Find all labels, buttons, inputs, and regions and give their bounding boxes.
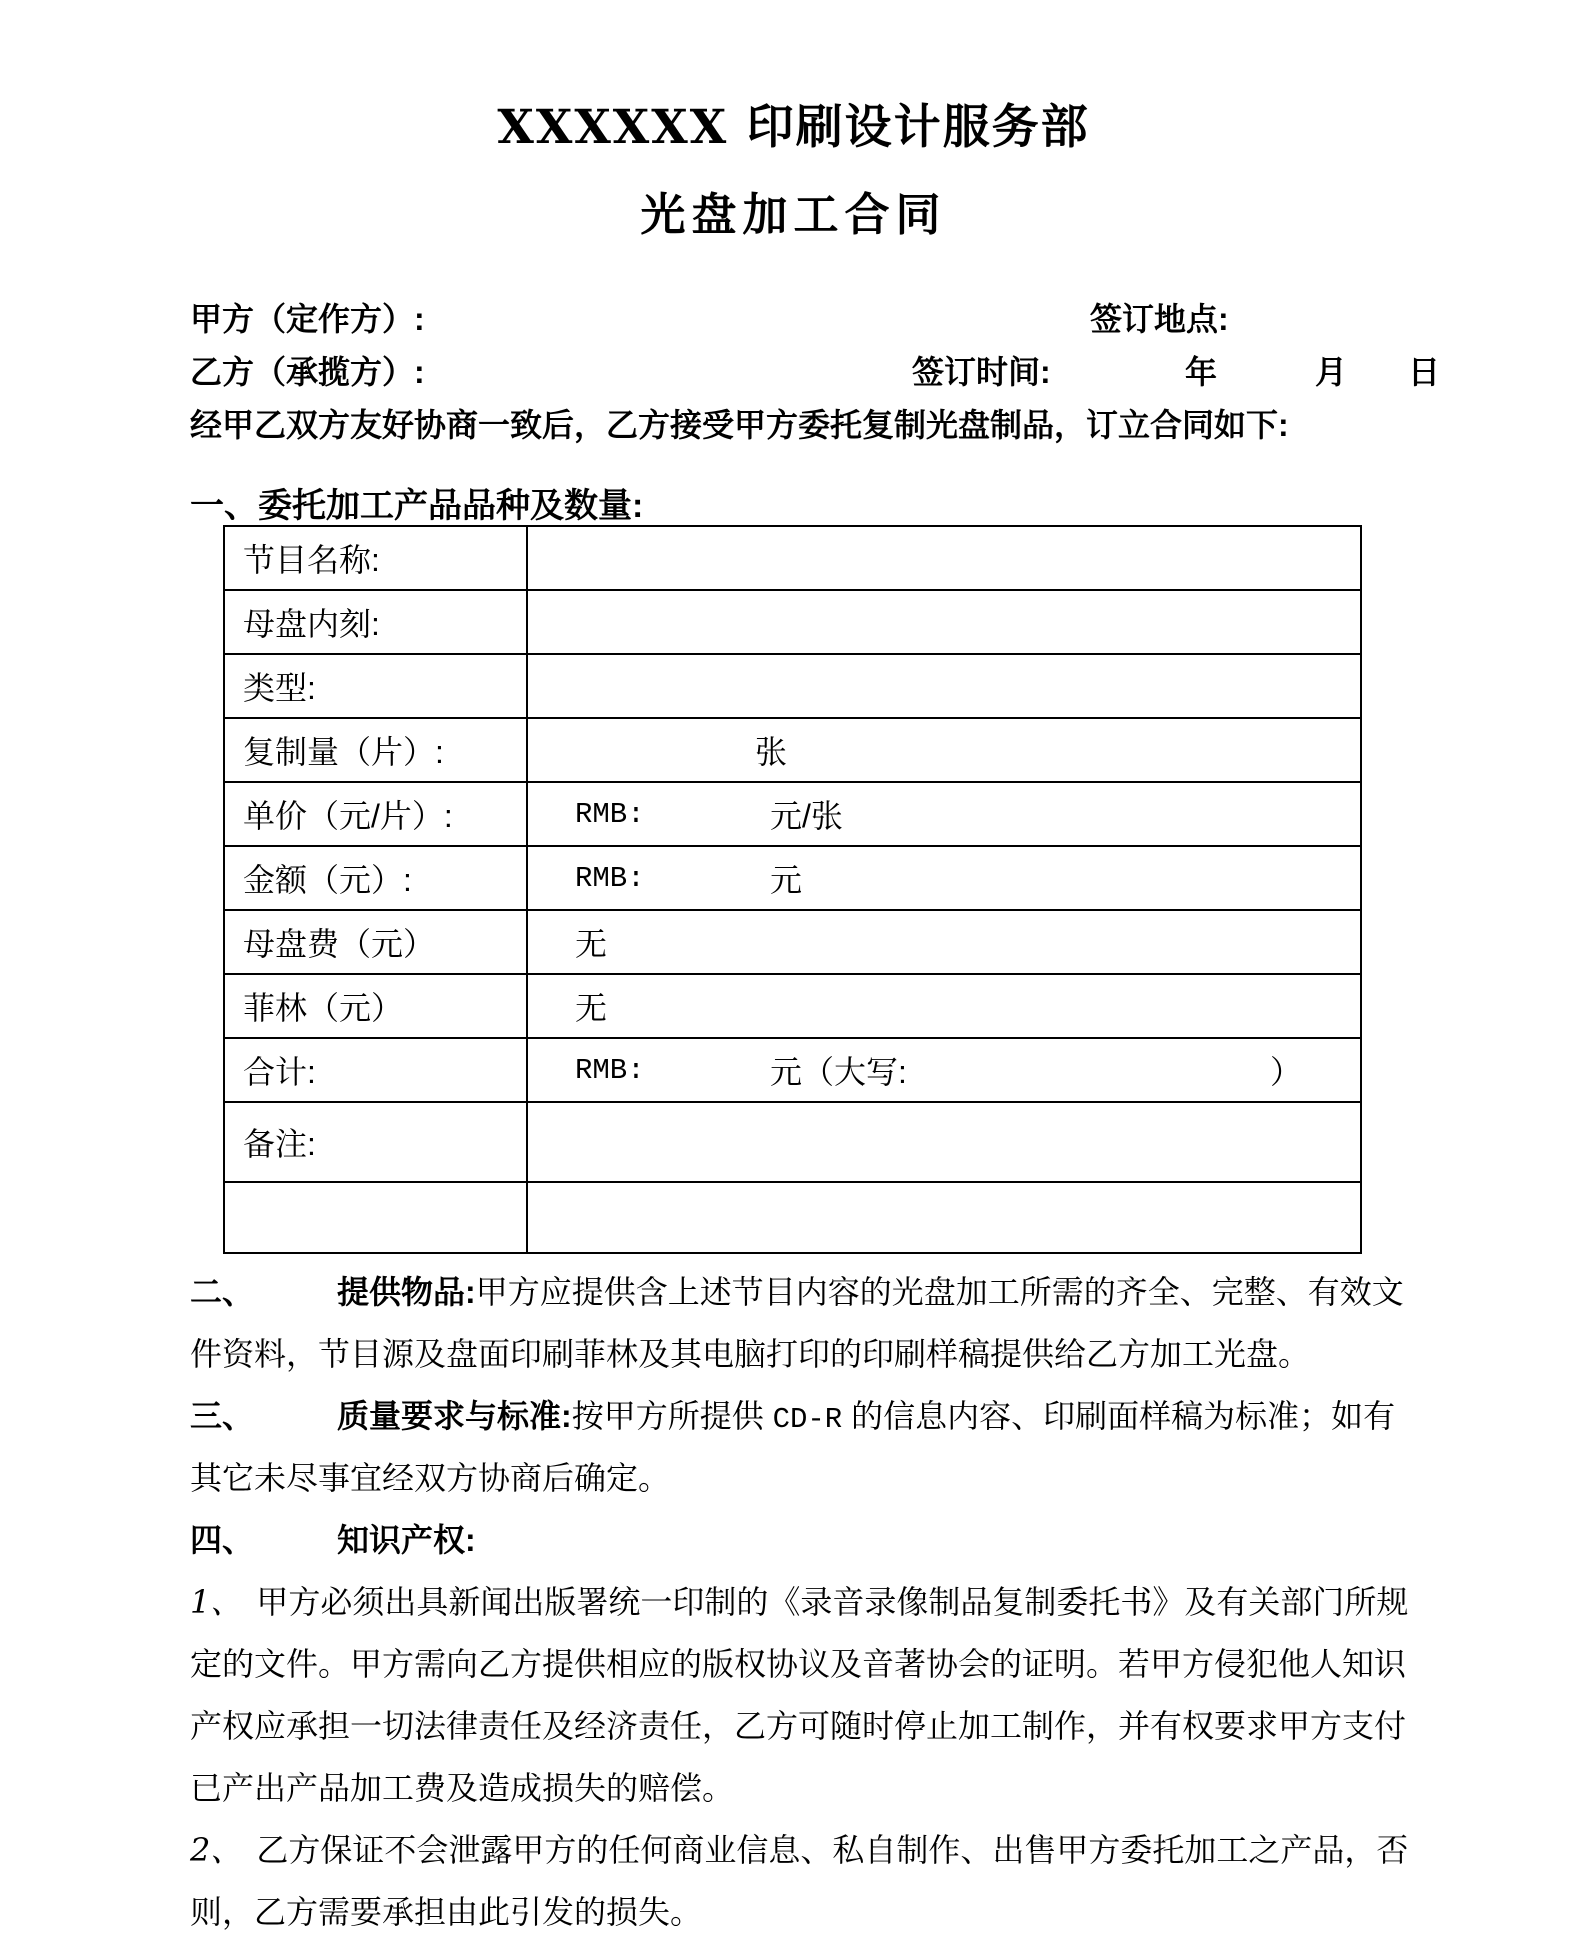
row-label: 类型: bbox=[243, 670, 316, 706]
clause-text: 已产出产品加工费及造成损失的赔偿。 bbox=[190, 1770, 735, 1806]
intro-line: 经甲乙双方友好协商一致后，乙方接受甲方委托复制光盘制品，订立合同如下: bbox=[190, 407, 1289, 443]
table-row bbox=[225, 1103, 1360, 1183]
day-label: 日 bbox=[1408, 354, 1441, 390]
currency-code: RMB: bbox=[575, 861, 645, 895]
clause-text: 定的文件。甲方需向乙方提供相应的版权协议及音著协会的证明。若甲方侵犯他人知识 bbox=[190, 1646, 1407, 1682]
paragraph-line bbox=[190, 1582, 1450, 1624]
clause-text: 按甲方所提供 bbox=[571, 1398, 773, 1434]
row-value: 无 bbox=[575, 926, 608, 962]
row-value: 张 bbox=[755, 734, 788, 770]
paragraph-line bbox=[190, 1706, 1450, 1748]
row-value: 元/张 bbox=[770, 798, 843, 834]
row-value-cell bbox=[528, 911, 1360, 973]
paragraph-line bbox=[190, 1768, 1450, 1810]
currency-code: RMB: bbox=[575, 1053, 645, 1087]
product-table bbox=[223, 525, 1362, 1254]
clause-text: 二、 bbox=[190, 1274, 255, 1310]
year-label: 年 bbox=[1185, 354, 1218, 390]
table-row bbox=[225, 847, 1360, 911]
row-label: 菲林（元） bbox=[243, 990, 404, 1026]
clause-text: 其它未尽事宜经双方协商后确定。 bbox=[190, 1460, 671, 1496]
table-row bbox=[225, 783, 1360, 847]
currency-code: RMB: bbox=[575, 797, 645, 831]
row-label-cell bbox=[225, 655, 528, 717]
row-label: 母盘费（元） bbox=[243, 926, 436, 962]
party-a-label: 甲方（定作方）: bbox=[190, 301, 425, 337]
row-label-cell bbox=[225, 783, 528, 845]
table-row bbox=[225, 975, 1360, 1039]
paragraph-line bbox=[190, 1520, 1450, 1562]
clause-text: 甲方必须出具新闻出版署统一印制的《录音录像制品复制委托书》及有关部门所规 bbox=[256, 1584, 1409, 1620]
clause-text: 三、 bbox=[190, 1398, 255, 1434]
row-value-cell bbox=[528, 527, 1360, 589]
table-row bbox=[225, 911, 1360, 975]
table-row bbox=[225, 1183, 1360, 1252]
month-label: 月 bbox=[1315, 354, 1348, 390]
clause-text: 的信息内容、印刷面样稿为标准；如有 bbox=[842, 1398, 1396, 1434]
row-label-cell bbox=[225, 1039, 528, 1101]
row-label-cell bbox=[225, 975, 528, 1037]
company-title: XXXXXX 印刷设计服务部 bbox=[497, 100, 1090, 155]
paragraph-line bbox=[190, 1458, 1450, 1500]
row-label: 母盘内刻: bbox=[243, 606, 380, 642]
row-label: 单价（元/片）: bbox=[243, 798, 453, 834]
table-row bbox=[225, 527, 1360, 591]
clause-text: 则，乙方需要承担由此引发的损失。 bbox=[190, 1894, 703, 1930]
row-label-cell bbox=[225, 591, 528, 653]
row-value: 无 bbox=[575, 990, 608, 1026]
row-label: 复制量（片）: bbox=[243, 734, 444, 770]
row-value-cell bbox=[528, 591, 1360, 653]
table-row bbox=[225, 1039, 1360, 1103]
row-value: 元 bbox=[770, 862, 803, 898]
row-label: 合计: bbox=[243, 1054, 316, 1090]
row-label-cell bbox=[225, 1183, 528, 1252]
clause-text: 甲方应提供含上述节目内容的光盘加工所需的齐全、完整、有效文 bbox=[475, 1274, 1404, 1310]
sign-time-label: 签订时间: bbox=[912, 354, 1051, 390]
row-label: 节目名称: bbox=[243, 542, 380, 578]
clause-text: 提供物品: bbox=[337, 1274, 476, 1310]
row-value-cell bbox=[528, 783, 1360, 845]
table-row bbox=[225, 591, 1360, 655]
paragraph-line bbox=[190, 1892, 1450, 1934]
paragraph-line bbox=[190, 1830, 1450, 1872]
document-title: 光盘加工合同 bbox=[640, 188, 947, 241]
clause-text: 四、 bbox=[190, 1522, 255, 1558]
row-value-cell bbox=[528, 847, 1360, 909]
row-label-cell bbox=[225, 527, 528, 589]
row-value-cell bbox=[528, 1103, 1360, 1181]
sign-place-label: 签订地点: bbox=[1090, 301, 1229, 337]
clause-text: 2、 bbox=[190, 1831, 243, 1869]
clause-text: 件资料，节目源及盘面印刷菲林及其电脑打印的印刷样稿提供给乙方加工光盘。 bbox=[190, 1336, 1311, 1372]
row-label-cell bbox=[225, 847, 528, 909]
clause-text: 产权应承担一切法律责任及经济责任，乙方可随时停止加工制作，并有权要求甲方支付 bbox=[190, 1708, 1407, 1744]
row-value-cell bbox=[528, 1039, 1360, 1101]
row-label-cell bbox=[225, 911, 528, 973]
paragraph-line bbox=[190, 1396, 1450, 1439]
party-b-label: 乙方（承揽方）: bbox=[190, 354, 425, 390]
clause-text: 质量要求与标准: bbox=[337, 1398, 572, 1434]
clause-text: 知识产权: bbox=[337, 1522, 476, 1558]
paragraph-line bbox=[190, 1644, 1450, 1686]
table-row bbox=[225, 655, 1360, 719]
row-label-cell bbox=[225, 719, 528, 781]
row-value-cell bbox=[528, 655, 1360, 717]
row-value-cell bbox=[528, 1183, 1360, 1252]
row-label: 金额（元）: bbox=[243, 862, 412, 898]
clause-text: 1、 bbox=[190, 1583, 243, 1621]
paragraph-line bbox=[190, 1272, 1450, 1314]
product-code: CD-R bbox=[772, 1403, 843, 1436]
table-row bbox=[225, 719, 1360, 783]
clause-text: 乙方保证不会泄露甲方的任何商业信息、私自制作、出售甲方委托加工之产品，否 bbox=[256, 1832, 1409, 1868]
paragraph-line bbox=[190, 1334, 1450, 1376]
row-value-cell bbox=[528, 975, 1360, 1037]
row-value-cell bbox=[528, 719, 1360, 781]
row-value: 元（大写: bbox=[770, 1054, 907, 1090]
row-label: 备注: bbox=[243, 1126, 316, 1162]
row-label-cell bbox=[225, 1103, 528, 1181]
section-1-heading: 一、委托加工产品品种及数量: bbox=[190, 487, 644, 525]
close-paren: ） bbox=[1270, 1054, 1303, 1090]
